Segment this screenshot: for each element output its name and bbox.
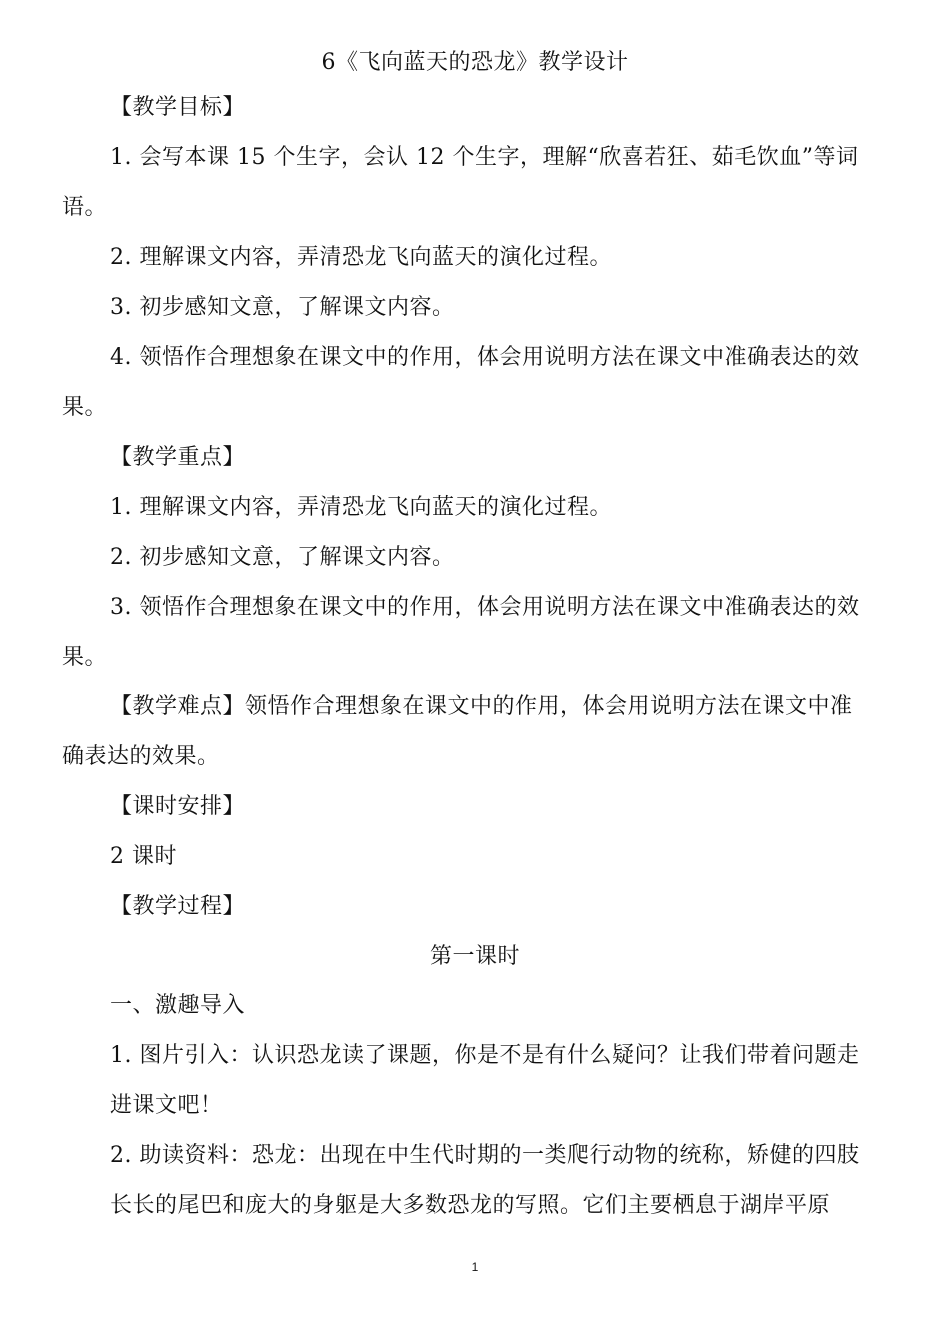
schedule-value: 2 课时: [110, 844, 177, 869]
section-paragraph-line: 1. 图片引入：认识恐龙读了课题，你是不是有什么疑问？让我们带着问题走: [110, 1043, 860, 1068]
section-heading: 一、激趣导入: [110, 993, 246, 1018]
key-points-heading: 【教学重点】: [110, 445, 246, 470]
difficulty-text-continued: 确表达的效果。: [62, 744, 220, 769]
objective-item-continued: 果。: [62, 395, 108, 420]
process-heading: 【教学过程】: [110, 894, 246, 919]
page-number: 1: [471, 1260, 479, 1274]
schedule-heading: 【课时安排】: [110, 794, 246, 819]
key-point-item: 1. 理解课文内容，弄清恐龙飞向蓝天的演化过程。: [110, 495, 612, 520]
section-paragraph-line: 进课文吧！: [110, 1093, 223, 1118]
document-title: 6《飞向蓝天的恐龙》教学设计: [321, 50, 629, 75]
objectives-heading: 【教学目标】: [110, 95, 246, 120]
difficulty-text: 【教学难点】领悟作合理想象在课文中的作用，体会用说明方法在课文中准: [110, 694, 853, 719]
key-point-item-continued: 果。: [62, 645, 108, 670]
lesson-title: 第一课时: [429, 944, 520, 969]
section-paragraph-line: 长长的尾巴和庞大的身躯是大多数恐龙的写照。它们主要栖息于湖岸平原: [110, 1193, 831, 1218]
objective-item: 2. 理解课文内容，弄清恐龙飞向蓝天的演化过程。: [110, 245, 612, 270]
section-paragraph-line: 2. 助读资料：恐龙：出现在中生代时期的一类爬行动物的统称，矫健的四肢: [110, 1143, 860, 1168]
objective-item-continued: 语。: [62, 195, 108, 220]
key-point-item: 2. 初步感知文意，了解课文内容。: [110, 545, 455, 570]
objective-item: 3. 初步感知文意，了解课文内容。: [110, 295, 455, 320]
objective-item: 1. 会写本课 15 个生字，会认 12 个生字，理解“欣喜若狂、茹毛饮血”等词: [110, 145, 859, 170]
key-point-item: 3. 领悟作合理想象在课文中的作用，体会用说明方法在课文中准确表达的效: [110, 595, 860, 620]
objective-item: 4. 领悟作合理想象在课文中的作用，体会用说明方法在课文中准确表达的效: [110, 345, 860, 370]
